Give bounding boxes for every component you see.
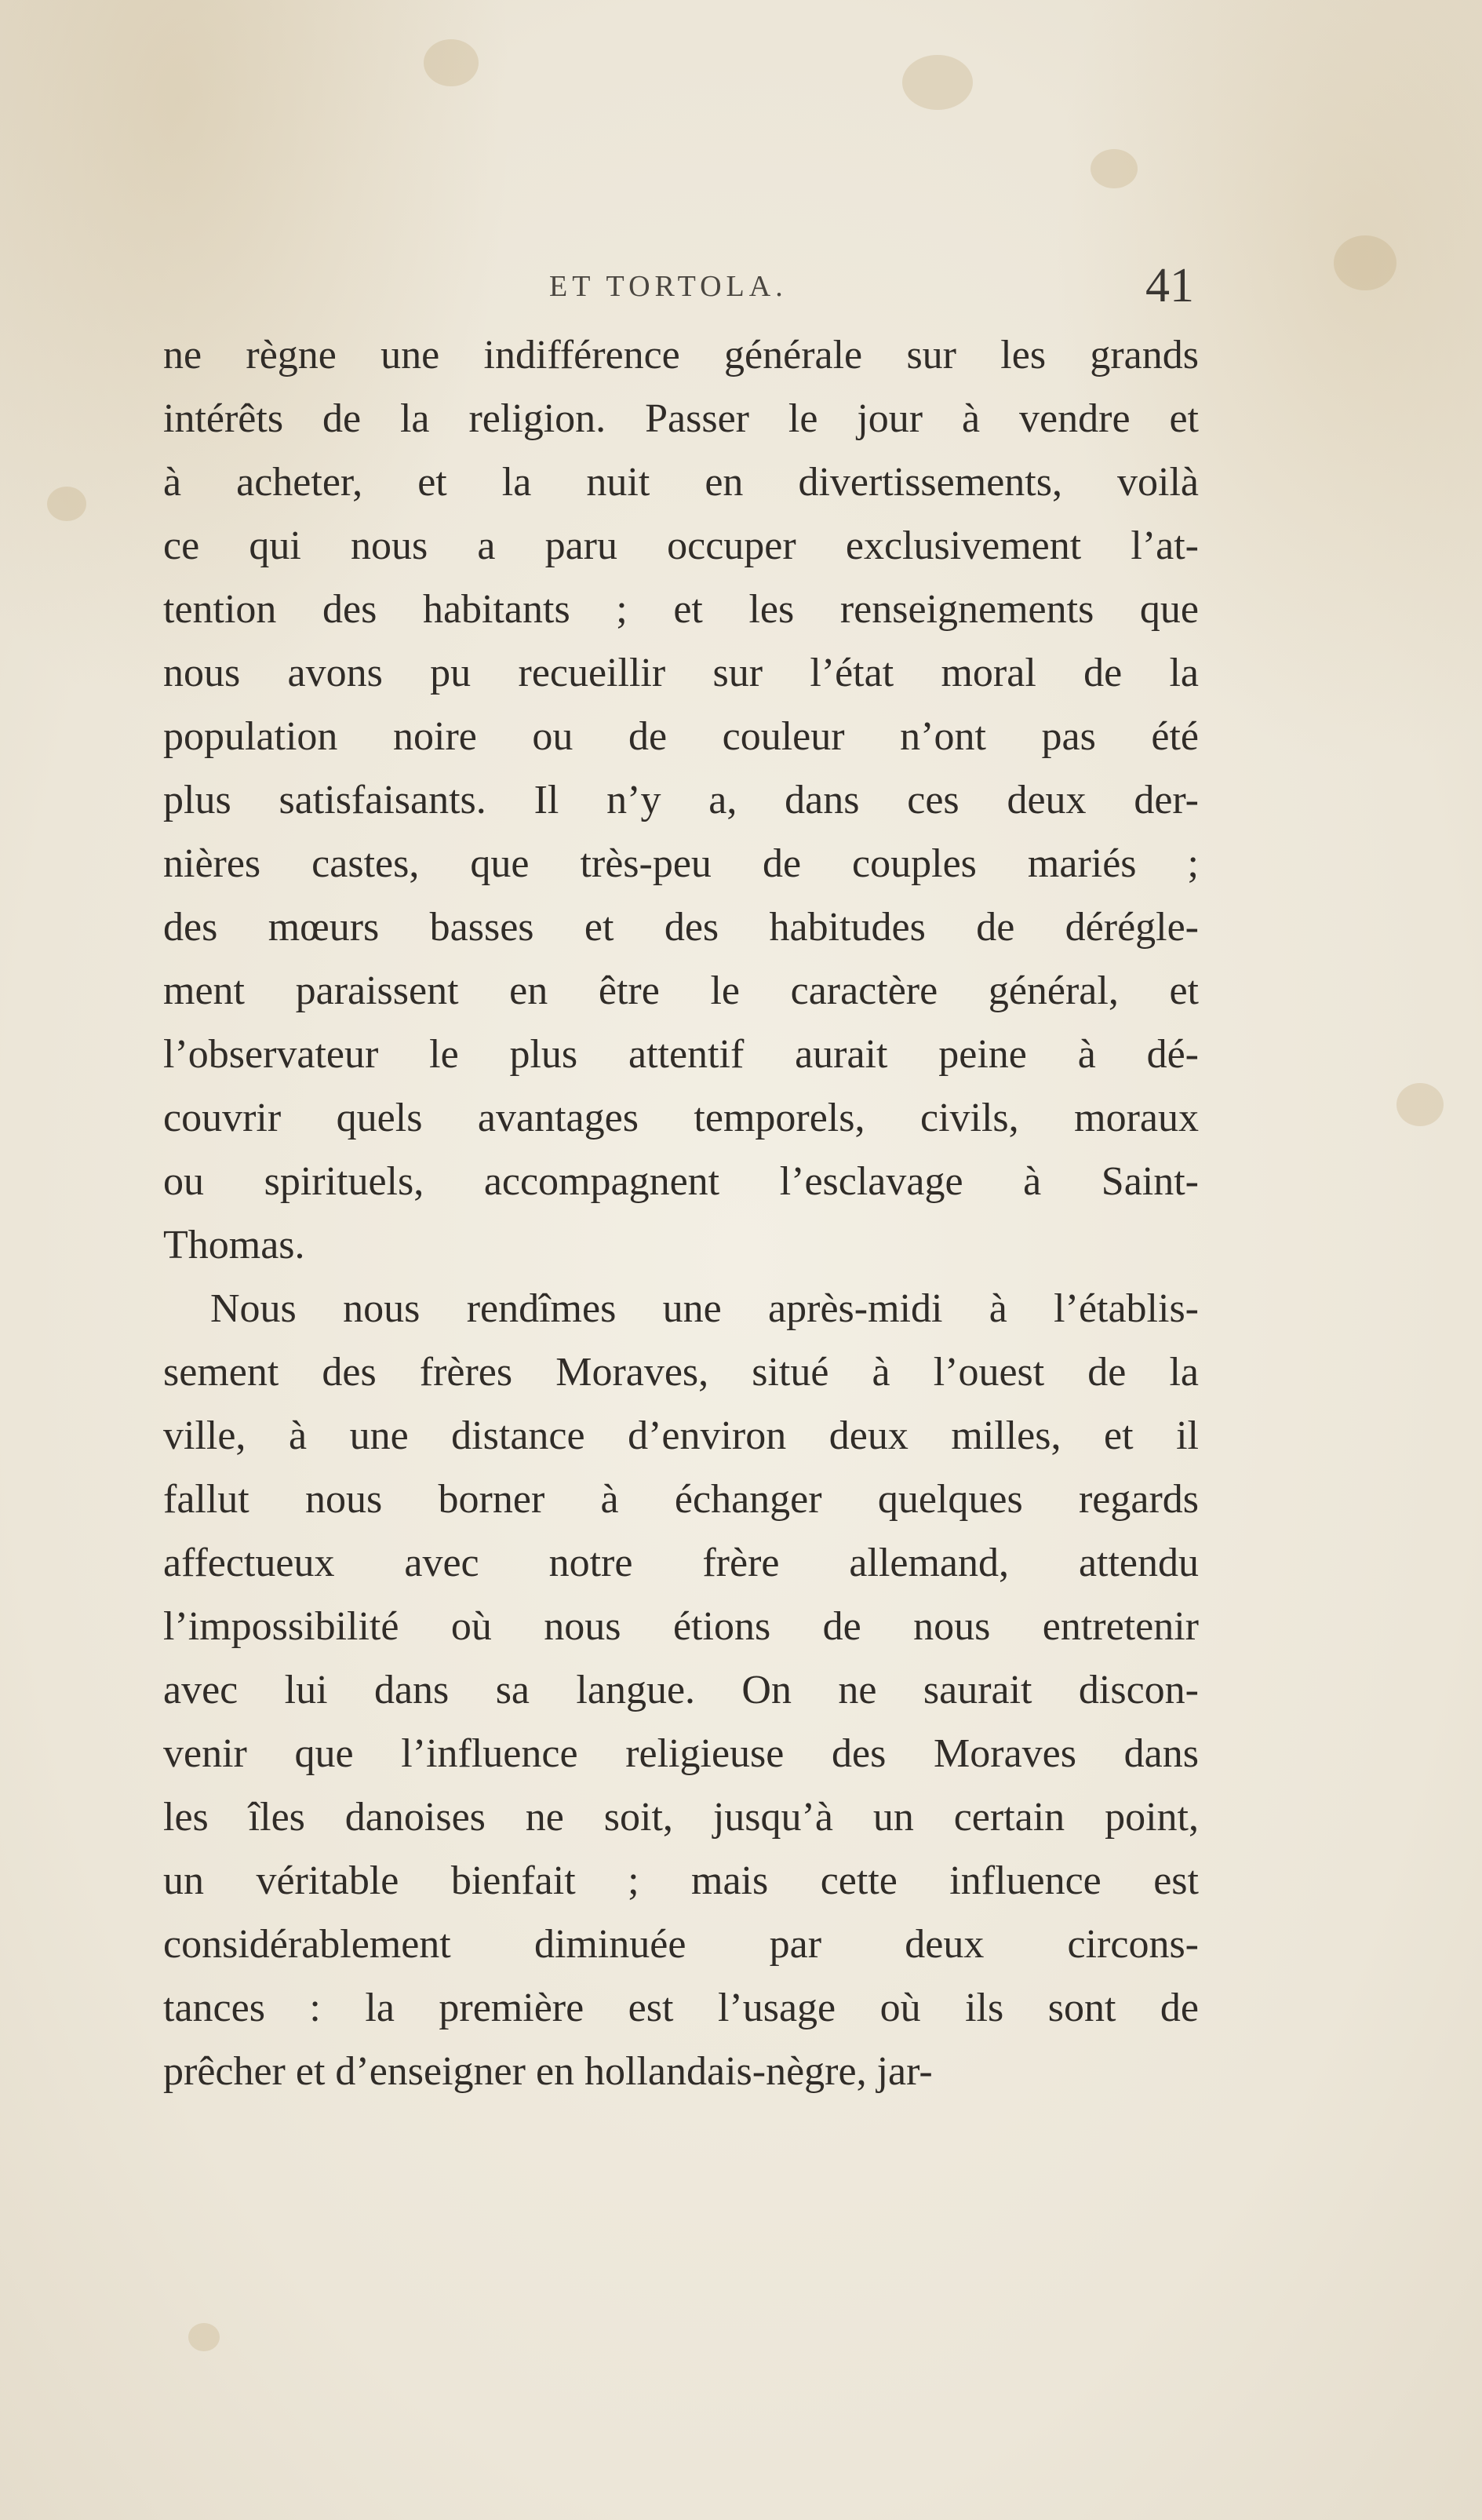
text-line: nous avons pu recueillir sur l’état moral de la xyxy=(163,651,1199,695)
text-line: venir que l’influence religieuse des Moraves dans xyxy=(163,1731,1199,1776)
text-line: Thomas. xyxy=(163,1223,305,1267)
text-line: les îles danoises ne soit, jusqu’à un certain point, xyxy=(163,1795,1199,1840)
text-line: avec lui dans sa langue. On ne saurait discon- xyxy=(163,1668,1199,1712)
body-text xyxy=(163,323,1199,2103)
text-line: affectueux avec notre frère allemand, attendu xyxy=(163,1541,1199,1585)
text-line: l’impossibilité où nous étions de nous entretenir xyxy=(163,1604,1199,1649)
foxing-spot xyxy=(1396,1083,1444,1126)
text-line: intérêts de la religion. Passer le jour à vendre et xyxy=(163,396,1199,441)
text-line: à acheter, et la nuit en divertissements, voilà xyxy=(163,460,1199,505)
text-line: ce qui nous a paru occuper exclusivement l’at- xyxy=(163,523,1199,568)
text-line: un véritable bienfait ; mais cette influence est xyxy=(163,1858,1199,1903)
text-line: considérablement diminuée par deux circons- xyxy=(163,1922,1199,1967)
text-line: l’observateur le plus attentif aurait peine à dé- xyxy=(163,1032,1199,1077)
text-line: nières castes, que très-peu de couples mariés ; xyxy=(163,841,1199,886)
foxing-spot xyxy=(424,39,479,86)
page-number: 41 xyxy=(1145,259,1194,312)
text-line: tention des habitants ; et les renseignements que xyxy=(163,587,1199,632)
text-line: ment paraissent en être le caractère général, et xyxy=(163,968,1199,1013)
running-head xyxy=(0,259,1482,312)
foxing-spot xyxy=(47,487,86,521)
text-line: ne règne une indifférence générale sur les grands xyxy=(163,333,1199,377)
foxing-spot xyxy=(902,55,973,110)
text-line: des mœurs basses et des habitudes de dérégle- xyxy=(163,905,1199,950)
text-line: prêcher et d’enseigner en hollandais-nègre, jar- xyxy=(163,2049,933,2094)
running-head-title: ET TORTOLA. xyxy=(549,270,788,303)
text-line: Nous nous rendîmes une après-midi à l’établis- xyxy=(210,1286,1199,1331)
text-line: plus satisfaisants. Il n’y a, dans ces deux der- xyxy=(163,778,1199,822)
text-line: population noire ou de couleur n’ont pas été xyxy=(163,714,1199,759)
text-line: couvrir quels avantages temporels, civils, moraux xyxy=(163,1096,1199,1140)
text-line: tances : la première est l’usage où ils sont de xyxy=(163,1986,1199,2030)
paragraph xyxy=(163,1277,1199,2103)
text-line: sement des frères Moraves, situé à l’ouest de la xyxy=(163,1350,1199,1395)
text-line: fallut nous borner à échanger quelques regards xyxy=(163,1477,1199,1522)
text-line: ou spirituels, accompagnent l’esclavage à Saint- xyxy=(163,1159,1199,1204)
text-line: ville, à une distance d’environ deux milles, et il xyxy=(163,1413,1199,1458)
foxing-spot xyxy=(188,2323,220,2351)
foxing-spot xyxy=(1091,149,1138,188)
paragraph xyxy=(163,323,1199,1277)
